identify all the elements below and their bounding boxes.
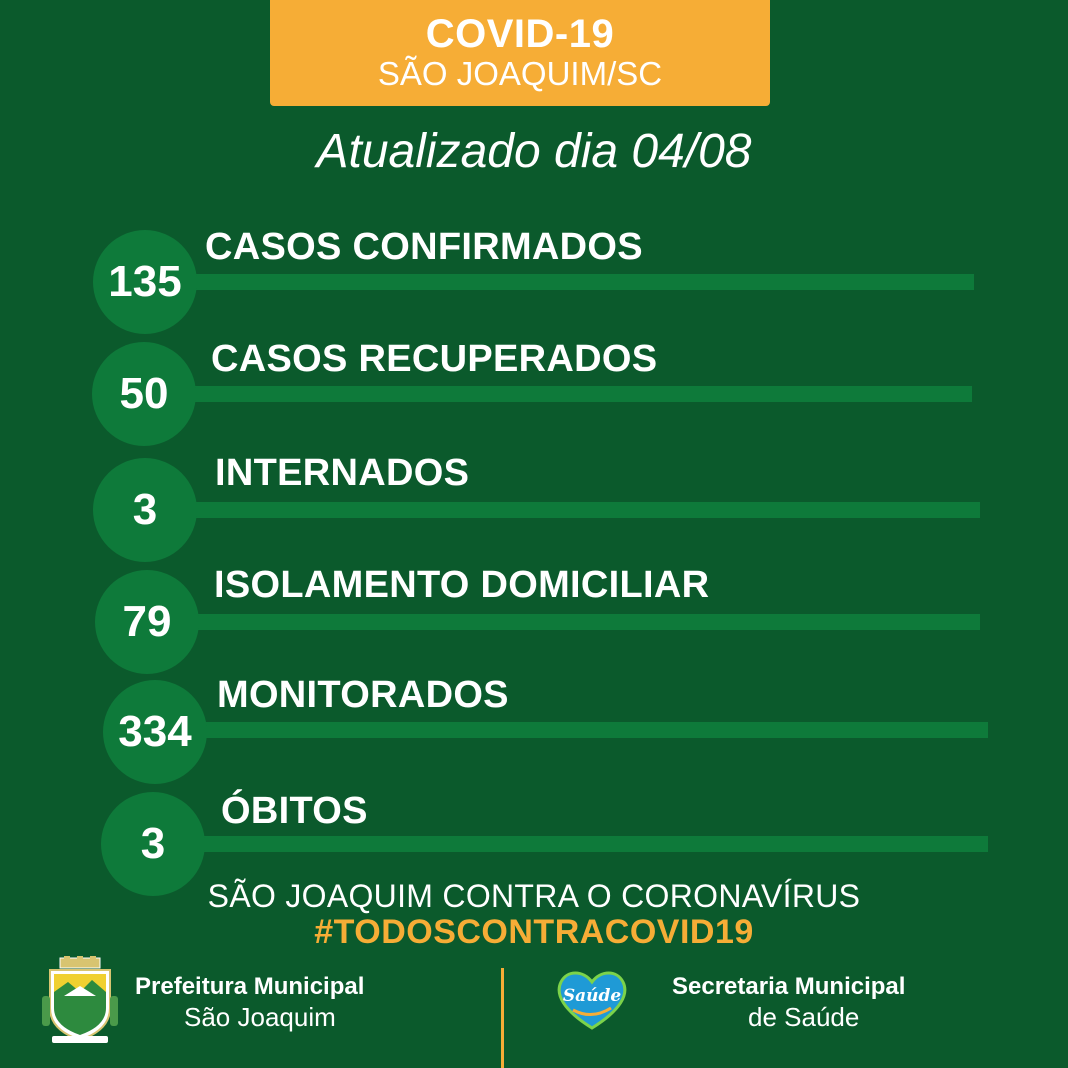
stat-value: 135 [108, 257, 182, 306]
stat-row-hospitalized [0, 452, 1068, 562]
stat-value: 3 [132, 485, 158, 534]
health-secretariat-logo [553, 964, 631, 1032]
right-org-sub: de Saúde [748, 1002, 860, 1032]
right-org-name: Secretaria Municipal [672, 973, 906, 1000]
stat-row-confirmed [0, 226, 1068, 336]
health-logo-text: Saúde [562, 986, 622, 1006]
stat-label: CASOS CONFIRMADOS [205, 226, 643, 268]
stat-value-circle [95, 570, 199, 674]
header-banner [270, 0, 770, 106]
municipal-crest-icon [42, 956, 118, 1049]
stat-label: INTERNADOS [215, 452, 470, 494]
stat-label: CASOS RECUPERADOS [211, 338, 658, 380]
stat-value: 79 [122, 597, 172, 646]
stat-row-monitored [0, 674, 1068, 784]
stat-value-circle [103, 680, 207, 784]
header-title: COVID-19 [425, 12, 615, 57]
campaign-slogan: SÃO JOAQUIM CONTRA O CORONAVÍRUS [207, 878, 861, 914]
stat-label: ISOLAMENTO DOMICILIAR [214, 564, 710, 606]
stat-value-circle [93, 230, 197, 334]
stat-value-circle [92, 342, 196, 446]
updated-date: Atualizado dia 04/08 [316, 125, 752, 178]
stat-value: 50 [119, 369, 169, 418]
footer-divider [501, 968, 504, 1068]
stat-value: 334 [118, 707, 192, 756]
stat-bar [150, 836, 988, 852]
stat-bar [150, 274, 974, 290]
stat-bar [150, 614, 980, 630]
stat-label: ÓBITOS [221, 790, 368, 832]
stat-row-recovered [0, 338, 1068, 448]
stat-value: 3 [140, 819, 166, 868]
campaign-hashtag: #TODOSCONTRACOVID19 [314, 913, 754, 951]
stat-bar [150, 386, 972, 402]
stat-value-circle [93, 458, 197, 562]
stat-label: MONITORADOS [217, 674, 509, 716]
stat-bar [150, 722, 988, 738]
left-org-name: Prefeitura Municipal [135, 973, 365, 1000]
left-org-city: São Joaquim [184, 1002, 336, 1032]
header-subtitle: SÃO JOAQUIM/SC [377, 55, 663, 93]
stat-bar [150, 502, 980, 518]
stat-row-home-isolation [0, 564, 1068, 674]
